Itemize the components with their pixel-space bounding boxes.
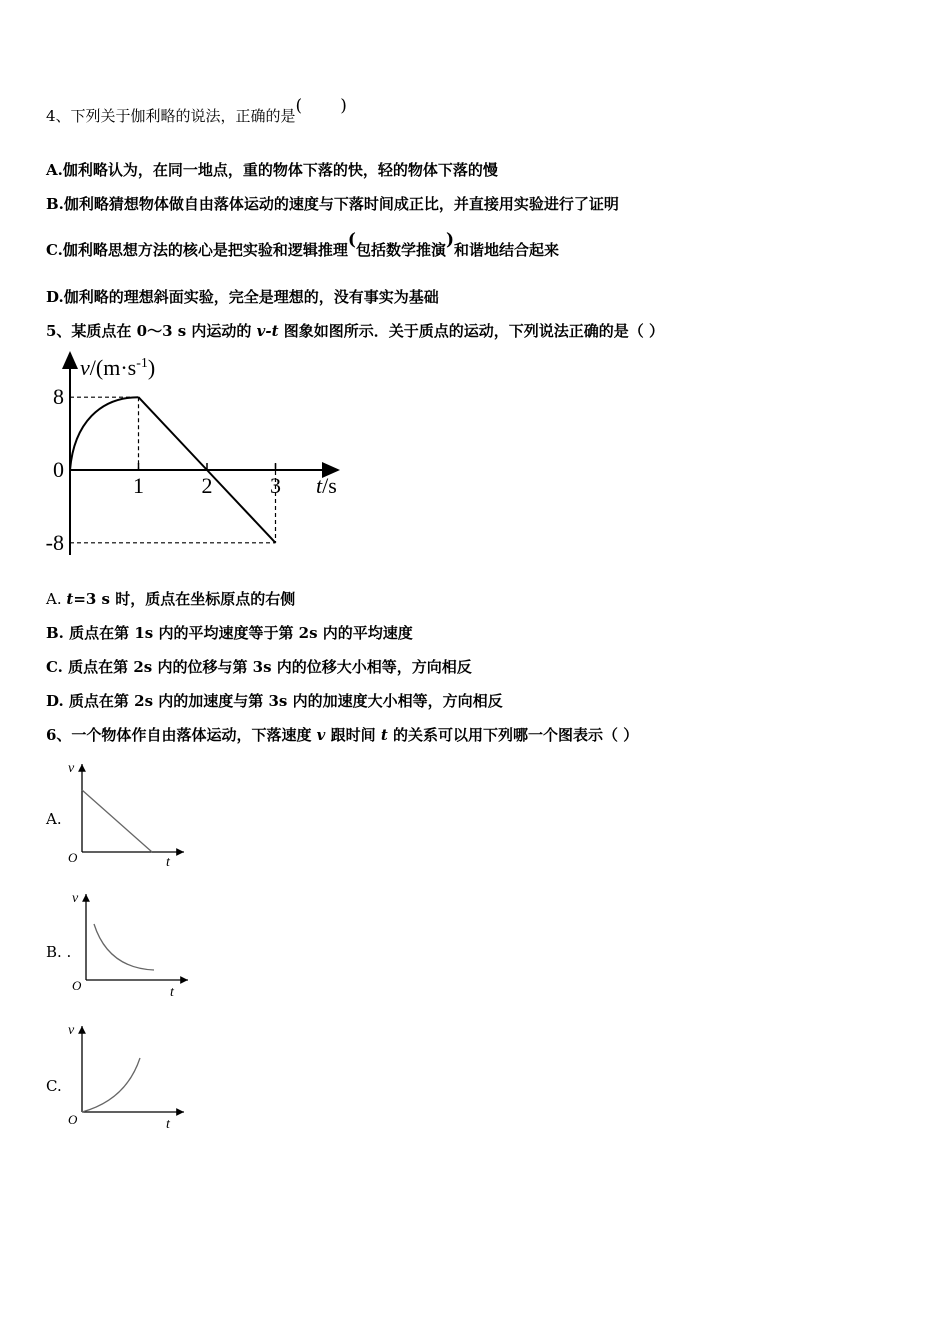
q5-option-a[interactable]: A. t=3 s 时，质点在坐标原点的右侧 [46, 590, 296, 608]
vt-x-tick-label: 2 [201, 473, 213, 498]
q5-stem: 5、某质点在 0～3 s 内运动的 v-t 图象如图所示．关于质点的运动，下列说法正确的是（ ） [46, 322, 664, 340]
vt-y-tick-label: 0 [53, 457, 64, 482]
q4-option-a[interactable]: A.伽利略认为，在同一地点，重的物体下落的快，轻的物体下落的慢 [46, 161, 498, 179]
q6-stem: 6、一个物体作自由落体运动，下落速度 v 跟时间 t 的关系可以用下列哪一个图表示（ ） [46, 726, 639, 744]
q6b-xlabel: t [170, 985, 174, 1000]
q4-paren-open: ( [295, 96, 303, 116]
q6c-curve [82, 1058, 140, 1112]
q4-paren-close: ) [340, 96, 347, 116]
q4-option-b[interactable]: B.伽利略猜想物体做自由落体运动的速度与下落时间成正比，并直接用实验进行了证明 [46, 195, 619, 213]
vt-y-tick-label: -8 [45, 529, 64, 555]
vt-series-curve [70, 397, 139, 470]
q6-option-a-label[interactable]: A. [46, 810, 62, 828]
q6-graph-b[interactable] [66, 888, 196, 1000]
q5-option-d[interactable]: D. 质点在第 2s 内的加速度与第 3s 内的加速度大小相等，方向相反 [46, 692, 503, 710]
vt-y-tick-label: 8 [53, 384, 64, 410]
q6a-origin: O [68, 850, 78, 865]
q6a-ylabel: v [68, 761, 75, 776]
vt-x-tick-label: 3 [270, 473, 281, 498]
q5-option-c[interactable]: C. 质点在第 2s 内的位移与第 3s 内的位移大小相等，方向相反 [46, 658, 472, 676]
q6a-xlabel: t [166, 855, 170, 868]
q6a-curve [82, 790, 152, 852]
vt-ylabel: $v/(m\cdot s^{-1})$ [80, 355, 156, 380]
vt-x-tick-label: 1 [133, 473, 144, 498]
q6-graph-c[interactable] [62, 1020, 192, 1132]
q4-option-c[interactable]: C.伽利略思想方法的核心是把实验和逻辑推理(包括数学推演)和谐地结合起来 [46, 230, 560, 259]
vt-graph [36, 345, 356, 565]
q6c-origin: O [68, 1112, 78, 1127]
q6c-ylabel: v [68, 1023, 75, 1038]
q4-option-d[interactable]: D.伽利略的理想斜面实验，完全是理想的，没有事实为基础 [46, 288, 439, 306]
vt-xlabel: t/s [316, 473, 337, 498]
q6-option-b-label[interactable]: B. . [46, 943, 72, 961]
q5-option-b[interactable]: B. 质点在第 1s 内的平均速度等于第 2s 内的平均速度 [46, 624, 413, 642]
q6b-origin: O [72, 978, 82, 993]
q6b-curve [94, 924, 154, 970]
q6c-xlabel: t [166, 1117, 170, 1132]
q6-graph-a[interactable] [62, 758, 192, 868]
q6-option-c-label[interactable]: C. [46, 1077, 62, 1095]
q6b-ylabel: v [72, 891, 79, 906]
q4-stem: 4、下列关于伽利略的说法，正确的是( ) [46, 96, 347, 125]
